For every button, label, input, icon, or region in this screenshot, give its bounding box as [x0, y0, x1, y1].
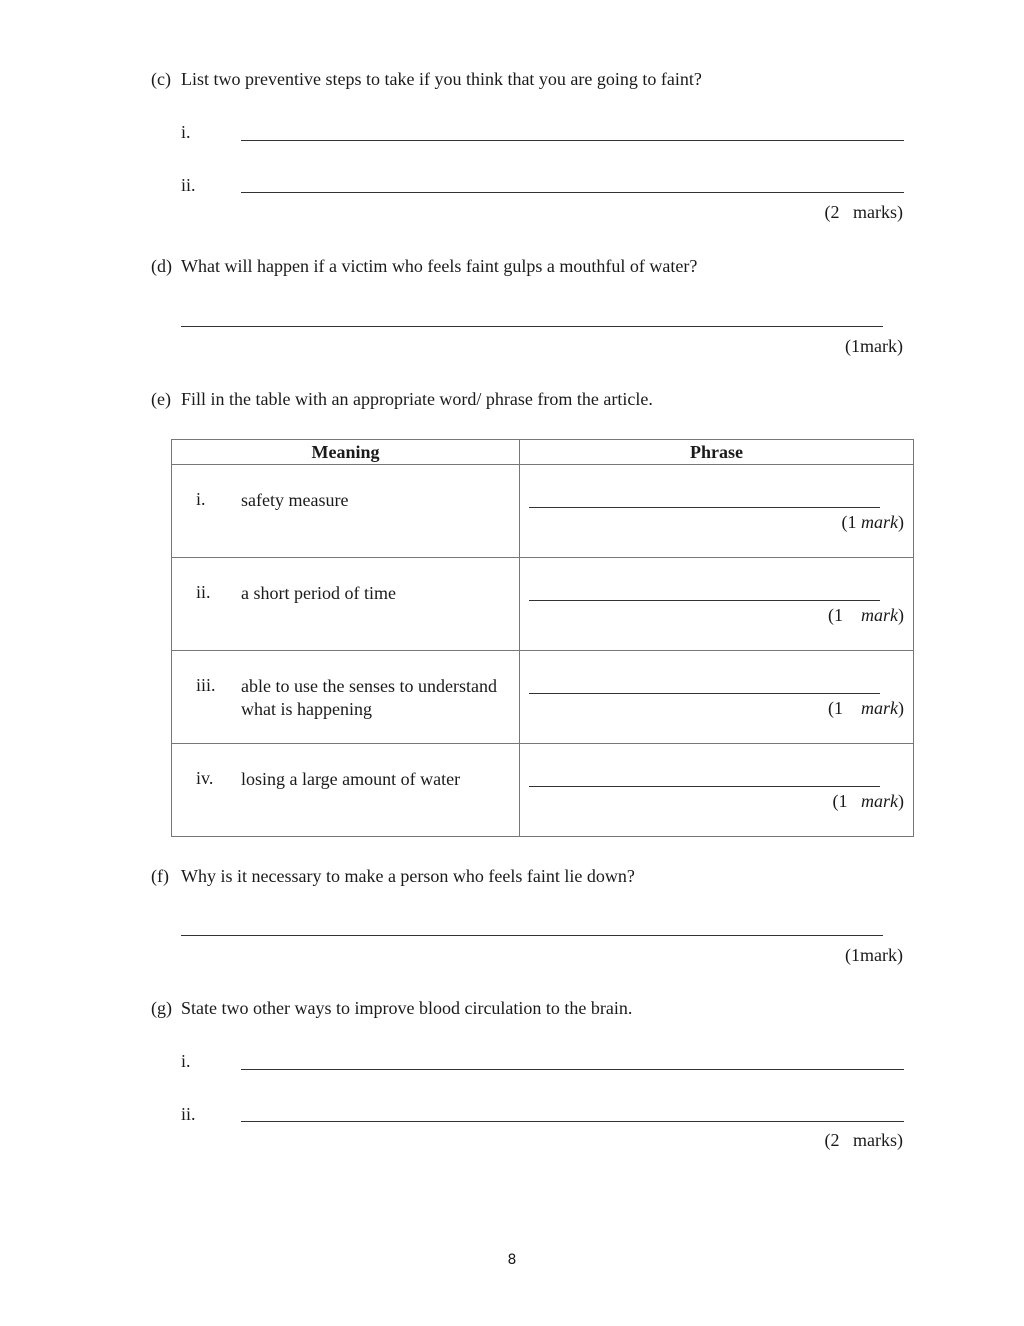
row-number: ii.	[196, 582, 211, 602]
question-e-text: Fill in the table with an appropriate word/ phrase from the article.	[181, 389, 653, 409]
question-d-label: (d)	[151, 256, 172, 276]
phrase-answer-line[interactable]	[529, 786, 880, 787]
question-g-answer-line-2[interactable]	[241, 1121, 904, 1122]
page-number: 8	[507, 1252, 517, 1268]
row-marks: (1 mark)	[841, 512, 904, 532]
question-g-text: State two other ways to improve blood circulation to the brain.	[181, 998, 633, 1018]
question-c-answer-line-2[interactable]	[241, 192, 904, 193]
question-g-item-2-label: ii.	[181, 1104, 196, 1124]
meaning-cell	[172, 465, 520, 558]
question-g-answer-line-1[interactable]	[241, 1069, 904, 1070]
meaning-cell	[172, 558, 520, 651]
question-c-marks: (2 marks)	[824, 202, 903, 222]
question-c-answer-line-1[interactable]	[241, 140, 904, 141]
phrase-answer-line[interactable]	[529, 507, 880, 508]
question-f-label: (f)	[151, 866, 169, 886]
question-g-label: (g)	[151, 998, 172, 1018]
question-d-answer-line[interactable]	[181, 326, 883, 327]
question-c-text: List two preventive steps to take if you think that you are going to faint?	[181, 69, 702, 89]
meaning-cell	[172, 651, 520, 744]
table-row	[172, 651, 914, 744]
phrase-cell	[520, 744, 914, 837]
question-e-label: (e)	[151, 389, 171, 409]
row-marks: (1 mark)	[828, 605, 904, 625]
phrase-answer-line[interactable]	[529, 693, 880, 694]
meaning-text: able to use the senses to understand what is happening	[241, 676, 497, 719]
meaning-text: losing a large amount of water	[241, 769, 461, 789]
header-meaning: Meaning	[172, 440, 520, 465]
row-number: iii.	[196, 675, 216, 695]
question-d-marks: (1mark)	[845, 336, 903, 356]
question-f-marks: (1mark)	[845, 945, 903, 965]
table-row	[172, 744, 914, 837]
question-f-answer-line[interactable]	[181, 935, 883, 936]
question-g-marks: (2 marks)	[824, 1130, 903, 1150]
table-row	[172, 465, 914, 558]
meaning-text: safety measure	[241, 490, 349, 510]
row-marks: (1 mark)	[832, 791, 904, 811]
question-c-item-1-label: i.	[181, 122, 191, 142]
header-phrase: Phrase	[520, 440, 914, 465]
meaning-text: a short period of time	[241, 583, 396, 603]
question-d-text: What will happen if a victim who feels faint gulps a mouthful of water?	[181, 256, 698, 276]
phrase-cell	[520, 465, 914, 558]
phrase-cell	[520, 558, 914, 651]
phrase-cell	[520, 651, 914, 744]
phrase-answer-line[interactable]	[529, 600, 880, 601]
row-number: i.	[196, 489, 206, 509]
row-marks: (1 mark)	[828, 698, 904, 718]
table-header-row	[172, 440, 914, 465]
phrase-table	[171, 439, 914, 837]
table-row	[172, 558, 914, 651]
question-g-item-1-label: i.	[181, 1051, 191, 1071]
question-c-label: (c)	[151, 69, 171, 89]
question-f-text: Why is it necessary to make a person who feels faint lie down?	[181, 866, 635, 886]
meaning-cell	[172, 744, 520, 837]
row-number: iv.	[196, 768, 214, 788]
question-c-item-2-label: ii.	[181, 175, 196, 195]
